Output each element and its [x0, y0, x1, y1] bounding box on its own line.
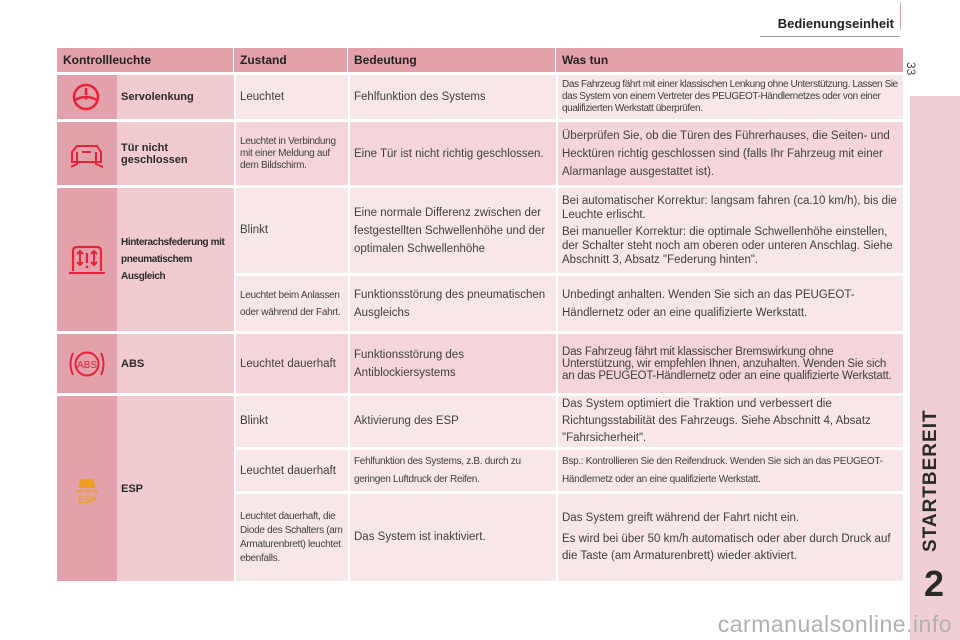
esp-icon-label: ESP	[77, 494, 97, 504]
door-open-icon	[57, 119, 117, 185]
page-number: 33	[904, 62, 918, 76]
bedeutung-esp-dauerhaft: Fehlfunktion des Systems, z.B. durch zu geringen Luftdruck der Reifen.	[348, 447, 556, 491]
column-header-kontrollleuchte: Kontrollleuchte	[57, 48, 234, 72]
zustand-abs: Leuchtet dauerhaft	[234, 331, 348, 393]
column-header-bedeutung: Bedeutung	[348, 48, 556, 72]
was-tun-hinterachs-manuell: Bei manueller Korrektur: die optimale Schwellenhöhe einstellen, der Schalter steht noch am oberen oder unteren Anschlag. Siehe Abschnitt 3, Absatz "Federung hinten".	[562, 226, 893, 266]
zustand-esp-blinkt: Blinkt	[234, 393, 348, 447]
was-tun-esp-inaktiv-2: Es wird bei über 50 km/h automatisch oder aber durch Druck auf die Taste (am Armaturenbrett) wieder aktiviert.	[562, 533, 891, 562]
was-tun-esp-dauerhaft: Bsp.: Kontrollieren Sie den Reifendruck. Wenden Sie sich an das PEUGEOT-Händlernetz oder an eine qualifizierte Werkstatt.	[556, 447, 903, 491]
rear-suspension-icon	[57, 185, 117, 331]
steering-warning-icon	[57, 72, 117, 119]
bedeutung-tuer: Eine Tür ist nicht richtig geschlossen.	[348, 119, 556, 185]
was-tun-tuer: Überprüfen Sie, ob die Türen des Führerhauses, die Seiten- und Hecktüren richtig geschlossen sind (falls Ihr Fahrzeug mit einer Alarmanlage ausgestattet ist).	[556, 119, 903, 185]
row-name-servolenkung: Servolenkung	[117, 72, 234, 119]
was-tun-esp-inaktiv	[556, 491, 903, 581]
zustand-hinterachs-leuchtet: Leuchtet beim Anlassen oder während der Fahrt.	[234, 273, 348, 331]
row-name-hinterachsfederung: Hinterachsfederung mit pneumatischem Ausgleich	[117, 185, 234, 331]
column-header-was-tun: Was tun	[556, 48, 903, 72]
column-header-zustand: Zustand	[234, 48, 348, 72]
was-tun-hinterachs-auto: Bei automatischer Korrektur: langsam fahren (ca.10 km/h), bis die Leuchte erlischt.	[562, 195, 897, 221]
esp-warning-icon	[57, 393, 117, 581]
section-sidebar	[910, 96, 960, 640]
section-number: 2	[924, 563, 945, 604]
zustand-hinterachs-blinkt: Blinkt	[234, 185, 348, 273]
was-tun-abs: Das Fahrzeug fährt mit klassischer Bremswirkung ohne Unterstützung, wir empfehlen Ihnen, anzuhalten. Wenden Sie sich an das PEUGEOT-Händlernetz oder an eine qualifizierte Werkstatt.	[556, 331, 903, 393]
was-tun-esp-blinkt: Das System optimiert die Traktion und verbessert die Richtungsstabilität des Fahrzeugs. Siehe Abschnitt 4, Absatz "Fahrsicherheit".	[556, 393, 903, 447]
header-divider-vertical	[900, 2, 901, 30]
was-tun-hinterachs-leuchtet: Unbedingt anhalten. Wenden Sie sich an das PEUGEOT-Händlernetz oder an eine qualifizierte Werkstatt.	[556, 273, 903, 331]
zustand-servolenkung: Leuchtet	[234, 72, 348, 119]
header-rule	[760, 36, 900, 37]
bedeutung-servolenkung: Fehlfunktion des Systems	[348, 72, 556, 119]
warning-lights-table	[57, 48, 903, 581]
row-name-tuer: Tür nicht geschlossen	[117, 119, 234, 185]
row-name-esp: ESP	[117, 393, 234, 581]
watermark: carmanualsonline.info	[717, 611, 952, 637]
was-tun-hinterachs-blinkt	[556, 185, 903, 273]
bedeutung-hinterachs-leuchtet: Funktionsstörung des pneumatischen Ausgleichs	[348, 273, 556, 331]
abs-warning-icon	[57, 331, 117, 393]
was-tun-esp-inaktiv-1: Das System greift während der Fahrt nicht ein.	[562, 512, 800, 524]
zustand-esp-inaktiv: Leuchtet dauerhaft, die Diode des Schalters (am Armaturenbrett) leuchtet ebenfalls.	[234, 491, 348, 581]
bedeutung-esp-blinkt: Aktivierung des ESP	[348, 393, 556, 447]
row-name-abs: ABS	[117, 331, 234, 393]
bedeutung-abs: Funktionsstörung des Antiblockiersystems	[348, 331, 556, 393]
was-tun-servolenkung: Das Fahrzeug fährt mit einer klassischen Lenkung ohne Unterstützung. Lassen Sie das System von einem Vertreter des PEUGEOT-Händlernetzes oder von einer qualifizierten Werkstatt überprüfen.	[556, 72, 903, 119]
bedeutung-hinterachs-blinkt: Eine normale Differenz zwischen der festgestellten Schwellenhöhe und der optimalen Schwellenhöhe	[348, 185, 556, 273]
zustand-esp-dauerhaft: Leuchtet dauerhaft	[234, 447, 348, 491]
section-label: STARTBEREIT	[920, 409, 941, 552]
abs-icon-label: ABS	[76, 359, 98, 371]
zustand-tuer: Leuchtet in Verbindung mit einer Meldung auf dem Bildschirm.	[234, 119, 348, 185]
page-title: Bedienungseinheit	[777, 16, 894, 31]
bedeutung-esp-inaktiv: Das System ist inaktiviert.	[348, 491, 556, 581]
